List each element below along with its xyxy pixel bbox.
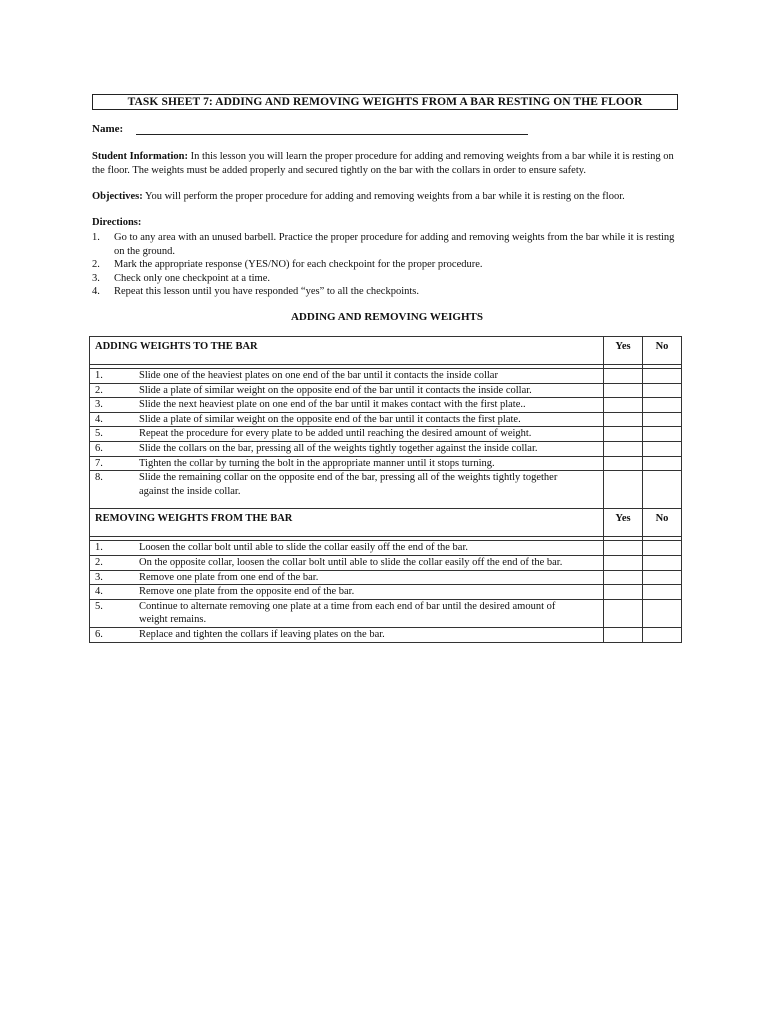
step-cell [90, 585, 604, 600]
step-text: Replace and tighten the collars if leaving plates on the bar. [139, 628, 385, 640]
step-cell [90, 456, 604, 471]
checklist-row [90, 585, 682, 600]
step-cell [90, 599, 604, 627]
step-cell [90, 555, 604, 570]
step-number: 5. [95, 428, 103, 440]
directions-label: Directions: [92, 217, 142, 228]
step-text: Slide the next heaviest plate on one end of the bar until it makes contact with the first plate.. [139, 399, 526, 411]
no-checkbox[interactable] [643, 427, 682, 442]
checklist-row [90, 555, 682, 570]
directions-list [92, 231, 682, 299]
step-text: Loosen the collar bolt until able to slide the collar easily off the end of the bar. [139, 542, 469, 554]
step-number: 7. [95, 457, 103, 469]
yes-column-header: Yes [604, 509, 643, 537]
yes-checkbox[interactable] [604, 585, 643, 600]
no-checkbox[interactable] [643, 555, 682, 570]
yes-checkbox[interactable] [604, 471, 643, 509]
name-label: Name: [92, 123, 124, 135]
direction-number: 3. [92, 272, 100, 284]
page-title: TASK SHEET 7: ADDING AND REMOVING WEIGHTS FROM A BAR RESTING ON THE FLOOR [92, 94, 678, 110]
direction-text: Check only one checkpoint at a time. [114, 272, 270, 284]
direction-text: Go to any area with an unused barbell. Practice the proper procedure for adding and removing weights from the bar while it is resting on the ground. [114, 232, 675, 257]
step-cell [90, 541, 604, 556]
step-number: 1. [95, 370, 103, 381]
student-information-label: Student Information: [92, 151, 188, 162]
no-checkbox[interactable] [643, 456, 682, 471]
step-text: Slide a plate of similar weight on the opposite end of the bar until it contacts the first plate. [139, 413, 521, 425]
direction-number: 1. [92, 232, 100, 243]
no-checkbox[interactable] [643, 627, 682, 642]
yes-checkbox[interactable] [604, 369, 643, 384]
step-text: Slide one of the heaviest plates on one end of the bar until it contacts the inside collar [139, 370, 498, 381]
no-checkbox[interactable] [643, 441, 682, 456]
step-number: 3. [95, 399, 103, 411]
yes-checkbox[interactable] [604, 412, 643, 427]
step-cell [90, 398, 604, 413]
step-text: Slide a plate of similar weight on the opposite end of the bar until it contacts the inside collar. [139, 384, 532, 396]
student-information-text: In this lesson you will learn the proper procedure for adding and removing weights from a bar while it is resting on the floor. The weights must be added properly and secured tightly on the bar with the collars in order to ensure safety. [92, 151, 674, 176]
checklist-row [90, 570, 682, 585]
no-column-header: No [643, 337, 682, 365]
checklist-row [90, 541, 682, 556]
step-number: 1. [95, 542, 103, 554]
direction-item [92, 272, 682, 286]
step-text: Slide the remaining collar on the opposite end of the bar, pressing all of the weights tightly together against the inside collar. [139, 472, 558, 497]
no-checkbox[interactable] [643, 383, 682, 398]
yes-checkbox[interactable] [604, 441, 643, 456]
yes-checkbox[interactable] [604, 570, 643, 585]
direction-text: Repeat this lesson until you have responded “yes” to all the checkpoints. [114, 286, 420, 297]
student-information [92, 150, 682, 178]
checklist-row [90, 383, 682, 398]
step-text: Continue to alternate removing one plate at a time from each end of bar until the desired amount of weight remains. [139, 600, 556, 626]
yes-checkbox[interactable] [604, 456, 643, 471]
no-checkbox[interactable] [643, 471, 682, 509]
adding-header-row [90, 337, 682, 365]
step-cell [90, 412, 604, 427]
step-cell [90, 471, 604, 509]
checklist-row [90, 471, 682, 509]
step-text: Tighten the collar by turning the bolt in the appropriate manner until it stops turning. [139, 457, 495, 469]
step-cell [90, 441, 604, 456]
yes-checkbox[interactable] [604, 383, 643, 398]
step-number: 3. [95, 571, 103, 583]
checklist-row [90, 599, 682, 627]
step-text: Slide the collars on the bar, pressing all of the weights tightly together against the inside collar. [139, 442, 538, 454]
yes-checkbox[interactable] [604, 599, 643, 627]
step-cell [90, 570, 604, 585]
direction-number: 4. [92, 286, 100, 297]
no-checkbox[interactable] [643, 585, 682, 600]
step-cell [90, 369, 604, 384]
section-title: ADDING AND REMOVING WEIGHTS [290, 311, 484, 323]
direction-number: 2. [92, 259, 100, 270]
step-cell [90, 627, 604, 642]
checklist-table [89, 336, 682, 643]
no-checkbox[interactable] [643, 570, 682, 585]
removing-header: REMOVING WEIGHTS FROM THE BAR [90, 509, 604, 537]
step-number: 2. [95, 384, 103, 396]
step-number: 6. [95, 442, 103, 454]
yes-checkbox[interactable] [604, 427, 643, 442]
direction-text: Mark the appropriate response (YES/NO) for each checkpoint for the proper procedure. [114, 259, 483, 270]
step-number: 4. [95, 413, 103, 425]
no-checkbox[interactable] [643, 398, 682, 413]
yes-checkbox[interactable] [604, 398, 643, 413]
checklist-row [90, 412, 682, 427]
adding-header: ADDING WEIGHTS TO THE BAR [90, 337, 604, 365]
direction-item [92, 285, 682, 299]
direction-item [92, 231, 682, 258]
direction-item [92, 258, 682, 272]
yes-checkbox[interactable] [604, 555, 643, 570]
name-field-line[interactable] [136, 134, 528, 135]
objectives-text: You will perform the proper procedure for adding and removing weights from a bar while it is resting on the floor. [144, 191, 625, 202]
checklist-row [90, 427, 682, 442]
objectives [92, 190, 682, 204]
yes-column-header: Yes [604, 337, 643, 365]
step-number: 8. [95, 472, 103, 484]
step-text: Remove one plate from one end of the bar. [139, 571, 319, 583]
no-checkbox[interactable] [643, 369, 682, 384]
step-cell [90, 427, 604, 442]
no-checkbox[interactable] [643, 599, 682, 627]
step-number: 4. [95, 586, 103, 598]
no-column-header: No [643, 509, 682, 537]
checklist-row [90, 398, 682, 413]
yes-checkbox[interactable] [604, 627, 643, 642]
checklist-row [90, 441, 682, 456]
checklist-row [90, 627, 682, 642]
step-cell [90, 383, 604, 398]
step-text: Repeat the procedure for every plate to be added until reaching the desired amount of weight. [139, 428, 532, 440]
step-number: 5. [95, 600, 103, 612]
step-number: 2. [95, 556, 103, 568]
no-checkbox[interactable] [643, 541, 682, 556]
step-text: On the opposite collar, loosen the collar bolt until able to slide the collar easily off the end of the bar. [139, 556, 563, 568]
checklist-row [90, 369, 682, 384]
yes-checkbox[interactable] [604, 541, 643, 556]
no-checkbox[interactable] [643, 412, 682, 427]
checklist-row [90, 456, 682, 471]
step-number: 6. [95, 628, 103, 640]
name-row [92, 123, 123, 135]
objectives-label: Objectives: [92, 191, 143, 202]
step-text: Remove one plate from the opposite end of the bar. [139, 586, 355, 598]
removing-header-row [90, 509, 682, 537]
